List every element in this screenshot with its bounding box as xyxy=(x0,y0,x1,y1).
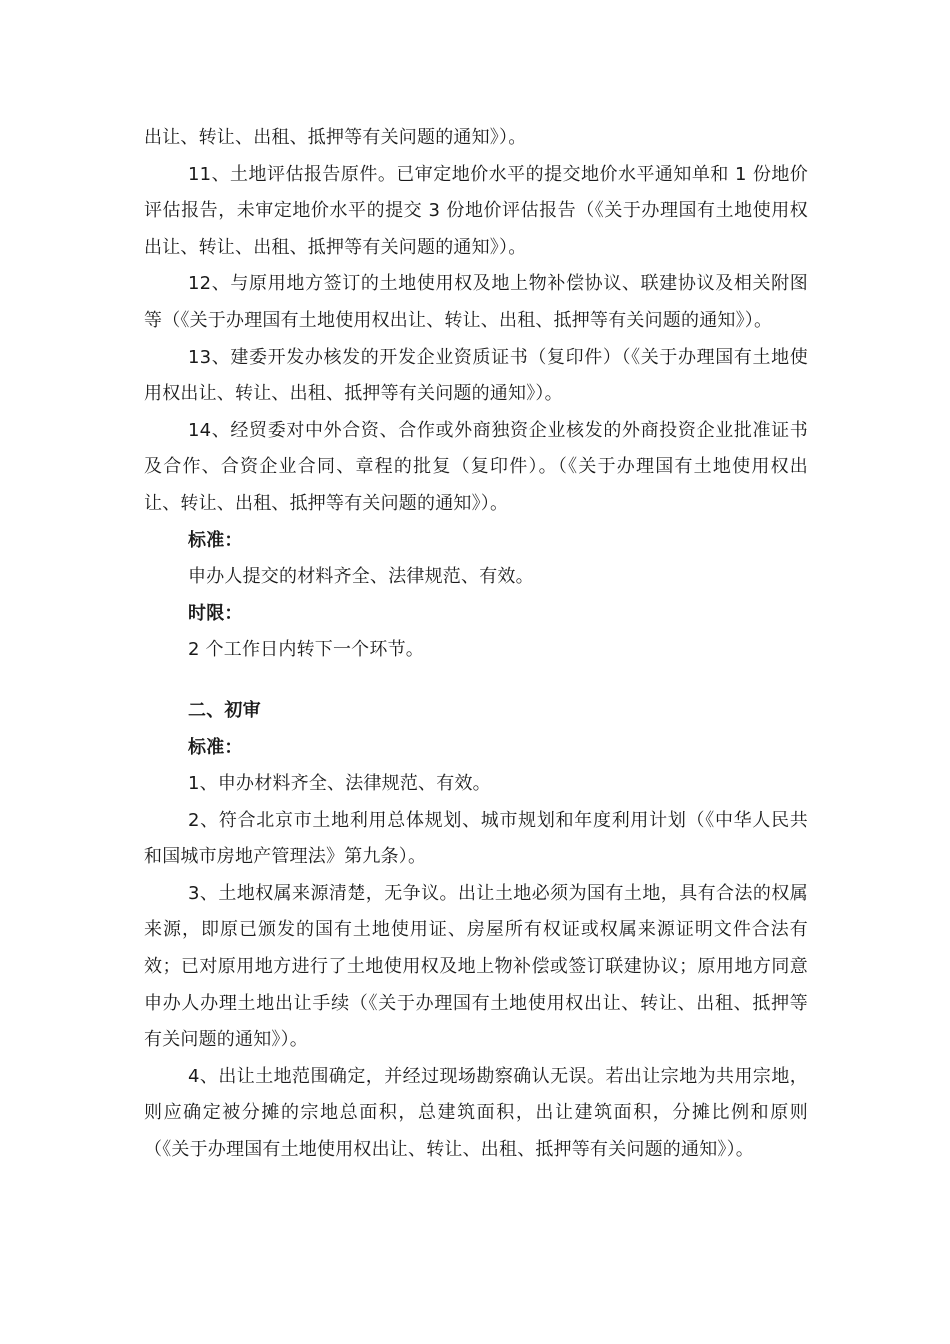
section-title-preliminary-review: 二、初审 xyxy=(188,699,261,721)
paragraph-continuation: 出让、转让、出租、抵押等有关问题的通知》）。 xyxy=(144,127,527,148)
section2-item-3: 3、土地权属来源清楚，无争议。出让土地必须为国有土地，具有合法的权属来源，即原已颁发的国有土地使用证、房屋所有权证或权属来源证明文件合法有效；已对原用地方进行了土地使用权及地上物补偿或签订联建协议；原用地方同意申办人办理土地出让手续（《关于办理国有土地使用权出让、转让、出租、抵押等有关问题的通知》）。 xyxy=(144,882,808,1051)
time-limit-text: 2 个工作日内转下一个环节。 xyxy=(188,639,424,661)
section2-item-4: 4、出让土地范围确定，并经过现场勘察确认无误。若出让宗地为共用宗地，则应确定被分摊的宗地总面积，总建筑面积，出让建筑面积，分摊比例和原则（《关于办理国有土地使用权出让、转让、出租、抵押等有关问题的通知》）。 xyxy=(144,1065,808,1161)
section2-item-1: 1、申办材料齐全、法律规范、有效。 xyxy=(188,773,491,795)
time-limit-heading: 时限： xyxy=(188,602,243,624)
paragraph-item-13: 13、建委开发办核发的开发企业资质证书（复印件）（《关于办理国有土地使用权出让、转让、出租、抵押等有关问题的通知》）。 xyxy=(144,346,808,405)
paragraph-item-14: 14、经贸委对中外合资、合作或外商独资企业核发的外商投资企业批准证书及合作、合资企业合同、章程的批复（复印件）。（《关于办理国有土地使用权出让、转让、出租、抵押等有关问题的通知》）。 xyxy=(144,419,808,514)
standard-heading: 标准： xyxy=(188,529,243,551)
paragraph-item-12: 12、与原用地方签订的土地使用权及地上物补偿协议、联建协议及相关附图等（《关于办理国有土地使用权出让、转让、出租、抵押等有关问题的通知》）。 xyxy=(144,273,808,331)
section2-standard-heading: 标准： xyxy=(188,736,243,758)
section-spacer xyxy=(144,669,808,693)
document-body xyxy=(144,120,808,1169)
paragraph-item-11: 11、土地评估报告原件。已审定地价水平的提交地价水平通知单和 1 份地价评估报告，未审定地价水平的提交 3 份地价评估报告（《关于办理国有土地使用权出让、转让、出租、抵押等有关问题的通知》）。 xyxy=(144,163,808,258)
standard-text: 申办人提交的材料齐全、法律规范、有效。 xyxy=(188,566,534,588)
section2-item-2: 2、符合北京市土地利用总体规划、城市规划和年度利用计划（《中华人民共和国城市房地产管理法》第九条）。 xyxy=(144,809,808,868)
